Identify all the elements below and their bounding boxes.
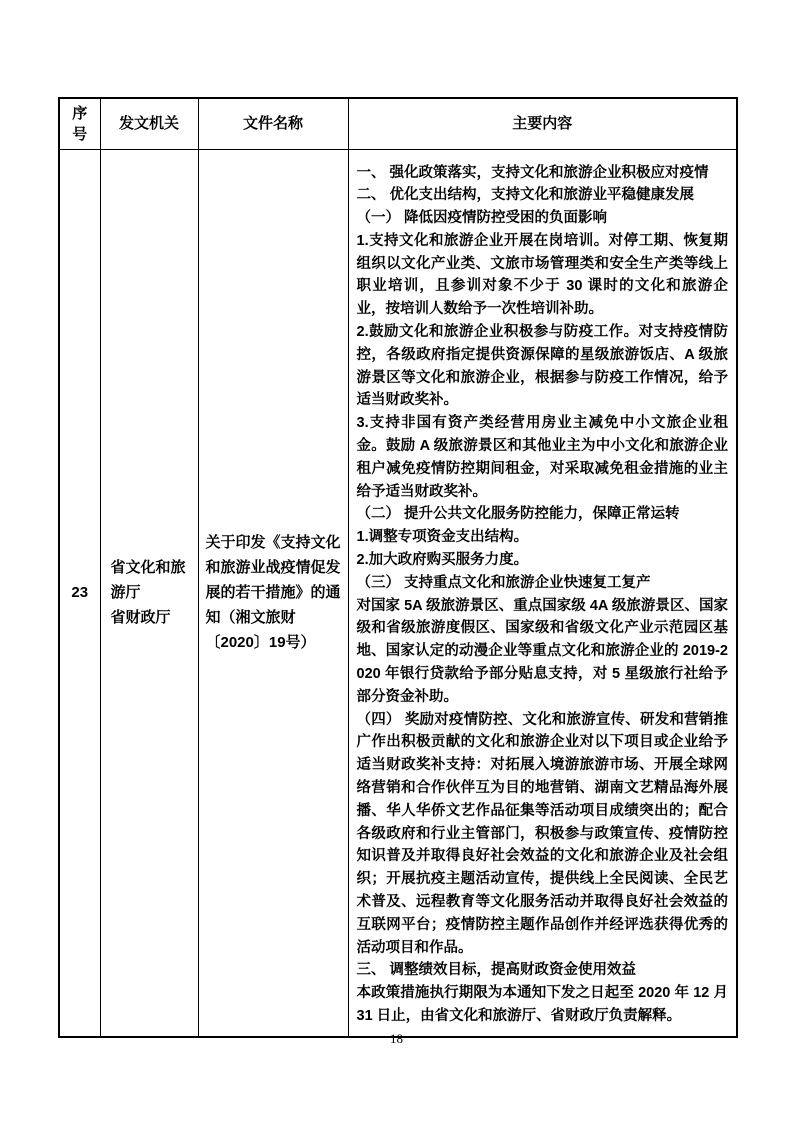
content-paragraph: 三、 调整绩效目标，提高财政资金使用效益: [356, 962, 637, 979]
header-row: [59, 98, 737, 149]
header-document-name: 文件名称: [198, 98, 348, 149]
content-paragraph: 二、 优化支出结构，支持文化和旅游业平稳健康发展: [356, 187, 695, 204]
agency-lines: [111, 555, 188, 630]
content-paragraph: 1.支持文化和旅游企业开展在岗培训。对停工期、恢复期组织以文化产业类、文旅市场管理类和安全生产类等线上职业培训，且参训对象不少于 30 课时的文化和旅游企业，按培训人数给予一次性培训补助。: [356, 232, 728, 318]
document-table: [58, 97, 738, 1038]
header-index-label: 序号: [72, 104, 88, 143]
content-paragraph: （一） 降低因疫情防控受困的负面影响: [356, 210, 608, 227]
content-paragraph: （四） 奖励对疫情防控、文化和旅游宣传、研发和营销推广作出积极贡献的文化和旅游企业对以下项目或企业给予适当财政奖补支持：对拓展入境游旅游市场、开展全球网络营销和合作伙伴互为目的地营销、湖南文艺精品海外展播、华人华侨文艺作品征集等活动项目成绩突出的；配合各级政府和行业主管部门，积极参与政策宣传、疫情防控知识普及并取得良好社会效益的文化和旅游企业及社会组织；开展抗疫主题活动宣传，提供线上全民阅读、全民艺术普及、远程教育等文化服务活动并取得良好社会效益的互联网平台；疫情防控主题作品创作并经评选获得优秀的活动项目和作品。: [356, 711, 728, 956]
header-agency: 发文机关: [100, 98, 198, 149]
content-paragraph: 2.鼓励文化和旅游企业积极参与防疫工作。对支持疫情防控，各级政府指定提供资源保障的星级旅游饭店、A 级旅游景区等文化和旅游企业，根据参与防疫工作情况，给予适当财政奖补。: [356, 324, 728, 409]
content-paragraphs: [357, 162, 729, 1028]
row-main-content-cell: [348, 149, 737, 1037]
agency-line: 省文化和旅游厅: [110, 559, 186, 602]
row-document-title-cell: 关于印发《支持文化和旅游业战疫情促发展的若干措施》的通知（湘文旅财〔2020〕19号）: [198, 149, 348, 1037]
content-paragraph: 1.调整专项资金支出结构。: [356, 529, 529, 546]
row-agency-cell: [100, 149, 198, 1037]
content-paragraph: （二） 提升公共文化服务防控能力，保障正常运转: [356, 506, 680, 523]
agency-line: 省财政厅: [110, 609, 171, 627]
content-paragraph: 对国家 5A 级旅游景区、重点国家级 4A 级旅游景区、国家级和省级旅游度假区、国家级和省级文化产业示范园区基地、国家认定的动漫企业等重点文化和旅游企业的 2019-2020 年银行贷款给予部分贴息支持，对 5 星级旅行社给予部分资金补助。: [356, 597, 728, 705]
header-main-content: 主要内容: [348, 98, 737, 149]
row-index-cell: 23: [59, 149, 100, 1037]
content-paragraph: 3.支持非国有资产类经营用房业主减免中小文旅企业租金。鼓励 A 级旅游景区和其他业主为中小文化和旅游企业租户减免疫情防控期间租金，对采取减免租金措施的业主给予适当财政奖补。: [356, 415, 728, 500]
content-paragraph: 2.加大政府购买服务力度。: [356, 552, 529, 569]
page-number: 18: [390, 1031, 403, 1046]
header-index: [59, 98, 100, 149]
content-paragraph: 一、 强化政策落实，支持文化和旅游企业积极应对疫情: [356, 164, 709, 181]
content-paragraph: 本政策措施执行期限为本通知下发之日起至 2020 年 12 月 31 日止，由省文化和旅游厅、省财政厅负责解释。: [356, 985, 728, 1024]
table-row: [59, 149, 737, 1037]
content-paragraph: （三） 支持重点文化和旅游企业快速复工复产: [356, 574, 651, 591]
